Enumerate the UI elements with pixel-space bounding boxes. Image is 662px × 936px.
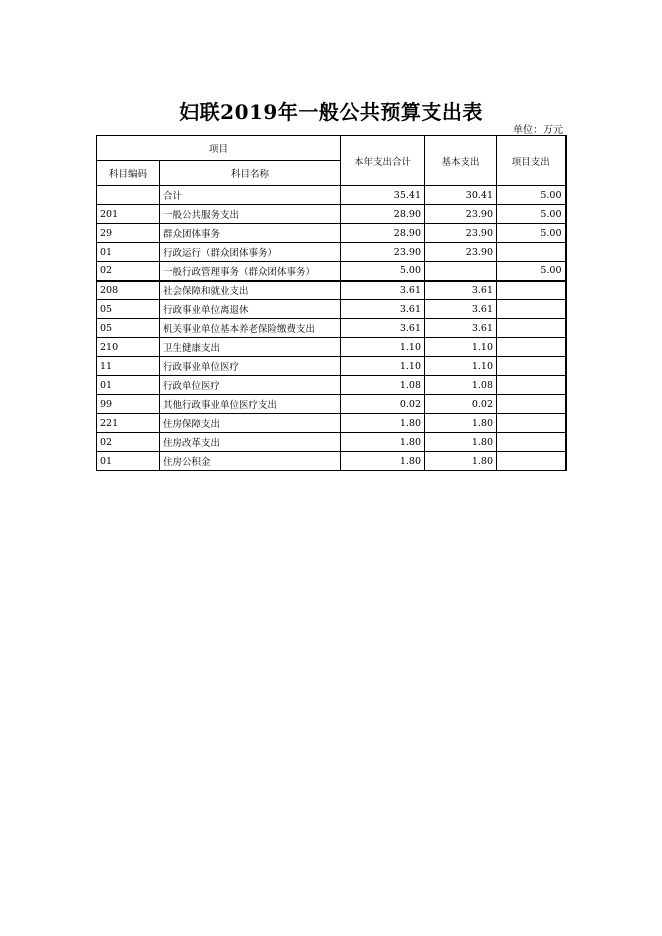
row-project	[497, 395, 566, 414]
table-row	[97, 395, 566, 414]
row-name: 一般行政管理事务（群众团体事务）	[160, 262, 341, 281]
row-basic: 1.80	[425, 452, 497, 471]
row-project	[497, 433, 566, 452]
table-row	[97, 414, 566, 433]
row-total: 1.08	[341, 376, 425, 395]
header-project: 项目	[97, 136, 341, 161]
row-project: 5.00	[497, 224, 566, 243]
row-total: 28.90	[341, 224, 425, 243]
row-basic: 0.02	[425, 395, 497, 414]
row-basic: 30.41	[425, 186, 497, 205]
row-project	[497, 376, 566, 395]
row-project	[497, 319, 566, 338]
row-name: 其他行政事业单位医疗支出	[160, 395, 341, 414]
row-total: 1.80	[341, 452, 425, 471]
row-name: 群众团体事务	[160, 224, 341, 243]
table-row	[97, 186, 566, 205]
row-project: 5.00	[497, 205, 566, 224]
row-project	[497, 414, 566, 433]
row-basic: 1.80	[425, 414, 497, 433]
header-project-expense: 项目支出	[497, 136, 566, 186]
row-name: 社会保障和就业支出	[160, 281, 341, 300]
row-total: 3.61	[341, 281, 425, 300]
row-total: 1.80	[341, 414, 425, 433]
unit-label: 单位：万元	[513, 125, 563, 136]
table-row	[97, 205, 566, 224]
row-code: 01	[97, 376, 160, 395]
row-name: 住房公积金	[160, 452, 341, 471]
row-code: 05	[97, 319, 160, 338]
row-project: 5.00	[497, 186, 566, 205]
row-code: 99	[97, 395, 160, 414]
row-code	[97, 186, 160, 205]
row-total: 3.61	[341, 300, 425, 319]
row-code: 208	[97, 281, 160, 300]
row-name: 住房保障支出	[160, 414, 341, 433]
row-total: 1.10	[341, 338, 425, 357]
table-row	[97, 376, 566, 395]
row-total: 0.02	[341, 395, 425, 414]
row-code: 11	[97, 357, 160, 376]
row-basic	[425, 262, 497, 281]
row-name: 一般公共服务支出	[160, 205, 341, 224]
table-row	[97, 433, 566, 452]
row-code: 02	[97, 262, 160, 281]
table-row	[97, 281, 566, 300]
row-basic: 23.90	[425, 224, 497, 243]
row-project	[497, 281, 566, 300]
row-basic: 1.10	[425, 357, 497, 376]
row-name: 行政运行（群众团体事务）	[160, 243, 341, 262]
row-name: 住房改革支出	[160, 433, 341, 452]
row-project	[497, 338, 566, 357]
table-row	[97, 300, 566, 319]
row-basic: 1.08	[425, 376, 497, 395]
row-project	[497, 300, 566, 319]
row-basic: 23.90	[425, 243, 497, 262]
table-row	[97, 357, 566, 376]
row-name: 卫生健康支出	[160, 338, 341, 357]
header-code: 科目编码	[97, 161, 160, 186]
row-code: 221	[97, 414, 160, 433]
row-name: 机关事业单位基本养老保险缴费支出	[160, 319, 341, 338]
row-basic: 3.61	[425, 281, 497, 300]
table-row	[97, 262, 566, 281]
row-basic: 23.90	[425, 205, 497, 224]
table-row	[97, 243, 566, 262]
table-row	[97, 224, 566, 243]
row-code: 02	[97, 433, 160, 452]
header-total: 本年支出合计	[341, 136, 425, 186]
row-basic: 3.61	[425, 300, 497, 319]
row-total: 1.10	[341, 357, 425, 376]
row-code: 29	[97, 224, 160, 243]
row-name: 行政事业单位离退休	[160, 300, 341, 319]
row-code: 01	[97, 243, 160, 262]
table-row	[97, 319, 566, 338]
row-name: 行政单位医疗	[160, 376, 341, 395]
row-total: 1.80	[341, 433, 425, 452]
row-project: 5.00	[497, 262, 566, 281]
row-basic: 3.61	[425, 319, 497, 338]
row-total: 3.61	[341, 319, 425, 338]
row-total: 5.00	[341, 262, 425, 281]
row-total: 35.41	[341, 186, 425, 205]
row-basic: 1.80	[425, 433, 497, 452]
budget-table	[96, 135, 567, 471]
row-project	[497, 452, 566, 471]
row-name: 合计	[160, 186, 341, 205]
row-total: 28.90	[341, 205, 425, 224]
header-basic: 基本支出	[425, 136, 497, 186]
header-row-1	[97, 136, 566, 161]
row-code: 01	[97, 452, 160, 471]
row-total: 23.90	[341, 243, 425, 262]
row-code: 201	[97, 205, 160, 224]
row-name: 行政事业单位医疗	[160, 357, 341, 376]
table-row	[97, 338, 566, 357]
header-name: 科目名称	[160, 161, 341, 186]
table-row	[97, 452, 566, 471]
row-code: 05	[97, 300, 160, 319]
row-basic: 1.10	[425, 338, 497, 357]
page-title: 妇联2019年一般公共预算支出表	[179, 100, 483, 124]
row-project	[497, 357, 566, 376]
row-code: 210	[97, 338, 160, 357]
row-project	[497, 243, 566, 262]
